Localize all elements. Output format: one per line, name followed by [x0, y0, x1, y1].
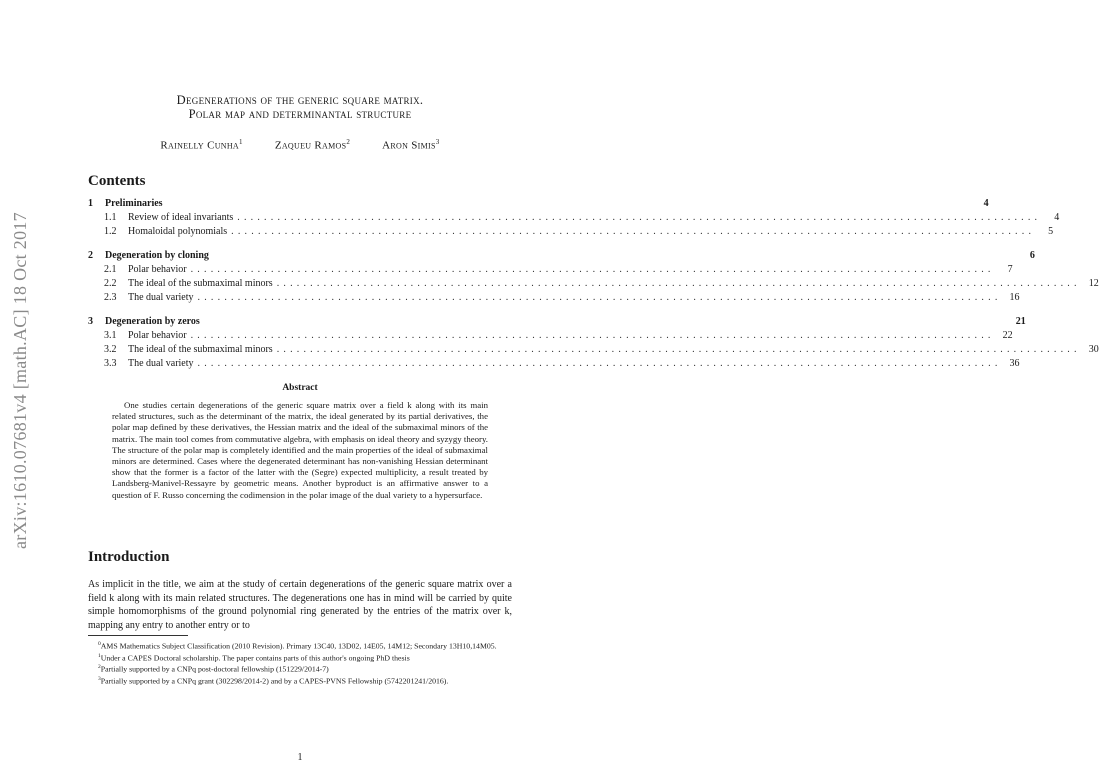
toc-subsection-title: Homaloidal polynomials: [128, 225, 228, 237]
toc-subsection-number: 3.1: [104, 330, 117, 342]
toc-leader: ........................................................................................................................: [190, 330, 995, 342]
toc-leader: ........................................................................................................................: [237, 212, 1042, 223]
toc-leader: ........................................................................................................................: [197, 357, 1002, 369]
author-list: [0, 138, 600, 152]
author: Zaqueu Ramos$^2$: [274, 138, 351, 152]
toc-subsection-title: The ideal of the submaximal minors: [128, 278, 273, 290]
toc-page: 4: [983, 198, 989, 209]
toc-subsection-title: Review of ideal invariants: [128, 212, 234, 223]
abstract-body: One studies certain degenerations of the generic square matrix over a field k along with its main related structures, such as the determinant of the matrix, the ideal generated by its partial derivatives, the polar map defined by these derivatives, the Hessian matrix and the ideal of the submaximal minors of the matrix. The main tool comes from commutative algebra, with emphasis on ideal theory and syzygy theory. The structure of the polar map is completely identified and the main properties of the ideal of submaximal minors are determined. Cases where the degenerated determinant has non-vanishing Hessian determinant show that the former is a factor of the latter with the (Segre) expected multiplicity, a result treated by Landsberg-Manivel-Ressayre by geometric means. Another byproduct is an affirmative answer to a question of F. Russo concerning the codimension in the polar image of the dual variety to a hypersurface.: [112, 400, 488, 500]
toc-subsection[interactable]: [88, 344, 1099, 358]
toc-section[interactable]: [88, 316, 1026, 330]
page-number: 1: [297, 752, 303, 763]
toc-subsection[interactable]: [88, 330, 1013, 344]
toc-subsection[interactable]: [88, 264, 1013, 278]
toc-subsection-number: 2.3: [104, 291, 117, 303]
toc-section-title: Degeneration by zeros: [105, 316, 200, 328]
toc-section[interactable]: [88, 250, 1035, 264]
footnote: $^3$Partially supported by a CNPq grant (302298/2014-2) and by a CAPES-PVNS Fellowship (5742201241/2016).: [98, 675, 449, 686]
toc-section-title: Degeneration by cloning: [105, 250, 209, 262]
footnote: $^1$Under a CAPES Doctoral scholarship. The paper contains parts of this author's ongoing PhD thesis: [98, 652, 410, 663]
footnotes: [88, 640, 512, 686]
toc-page: 6: [1029, 250, 1035, 262]
author: Aron Simis$^3$: [382, 138, 440, 152]
toc-section-number: 3: [88, 316, 93, 328]
toc-page: 21: [1015, 316, 1026, 328]
toc-subsection-title: The ideal of the submaximal minors: [128, 344, 273, 356]
contents-heading: Contents: [88, 173, 146, 189]
toc-subsection-title: Polar behavior: [128, 330, 187, 342]
author: Rainelly Cunha$^1$: [160, 138, 243, 152]
toc-leader: ........................................................................................................................: [231, 225, 1036, 237]
toc-page: 7: [1007, 264, 1013, 276]
abstract-heading: Abstract: [282, 383, 318, 393]
title-line-2: Polar map and determinantal structure: [188, 107, 412, 121]
toc-page: 22: [1002, 330, 1013, 342]
toc-page: 36: [1009, 357, 1020, 369]
introduction-body: As implicit in the title, we aim at the study of certain degenerations of the generic square matrix over a field k along with its main related structures. The degenerations one has in mind will be carried by quite simple homomorphisms of the ground polynomial ring generated by the entries of the matrix over k, mapping any entry to another entry or to: [88, 579, 512, 631]
introduction-heading: Introduction: [88, 549, 170, 565]
toc-subsection[interactable]: [88, 291, 1020, 306]
toc-leader: ........................................................................................................................: [197, 291, 1002, 303]
table-of-contents: [88, 198, 1099, 372]
toc-leader: ........................................................................................................................: [276, 278, 1081, 290]
toc-subsection[interactable]: [88, 225, 1054, 240]
toc-page: 5: [1048, 225, 1054, 237]
toc-subsection-title: The dual variety: [128, 357, 194, 369]
footnote: $^2$Partially supported by a CNPq post-doctoral fellowship (151229/2014-7): [98, 664, 329, 674]
toc-subsection[interactable]: [88, 212, 1060, 226]
footnote-rule: [88, 635, 188, 636]
toc-subsection[interactable]: [88, 357, 1020, 372]
toc-page: 16: [1009, 291, 1020, 303]
arxiv-id: arXiv:1610.07681v4 [math.AC] 18 Oct 2017: [9, 211, 30, 549]
toc-subsection-title: Polar behavior: [128, 264, 187, 276]
paper-title: [0, 93, 600, 121]
toc-subsection-number: 1.2: [104, 225, 117, 237]
toc-page: 12: [1088, 278, 1099, 290]
toc-section-number: 1: [88, 198, 93, 209]
arxiv-stamp: [6, 180, 34, 580]
toc-subsection-title: The dual variety: [128, 291, 194, 303]
toc-subsection[interactable]: [88, 278, 1099, 292]
toc-leader: ........................................................................................................................: [190, 264, 995, 276]
toc-section-number: 2: [88, 250, 93, 262]
toc-subsection-number: 2.1: [104, 264, 117, 276]
toc-subsection-number: 2.2: [104, 278, 117, 290]
title-line-1: Degenerations of the generic square matrix.: [176, 93, 424, 107]
toc-subsection-number: 3.2: [104, 344, 117, 356]
toc-section-title: Preliminaries: [105, 198, 163, 209]
toc-page: 30: [1088, 344, 1099, 356]
toc-page: 4: [1054, 212, 1060, 223]
footnote: $^0$AMS Mathematics Subject Classification (2010 Revision). Primary 13C40, 13D02, 14E05, 14M12; Secondary 13H10,14M05.: [98, 641, 497, 651]
toc-leader: ........................................................................................................................: [276, 344, 1081, 356]
toc-subsection-number: 1.1: [104, 212, 117, 223]
toc-section[interactable]: [88, 198, 989, 212]
toc-subsection-number: 3.3: [104, 357, 117, 369]
